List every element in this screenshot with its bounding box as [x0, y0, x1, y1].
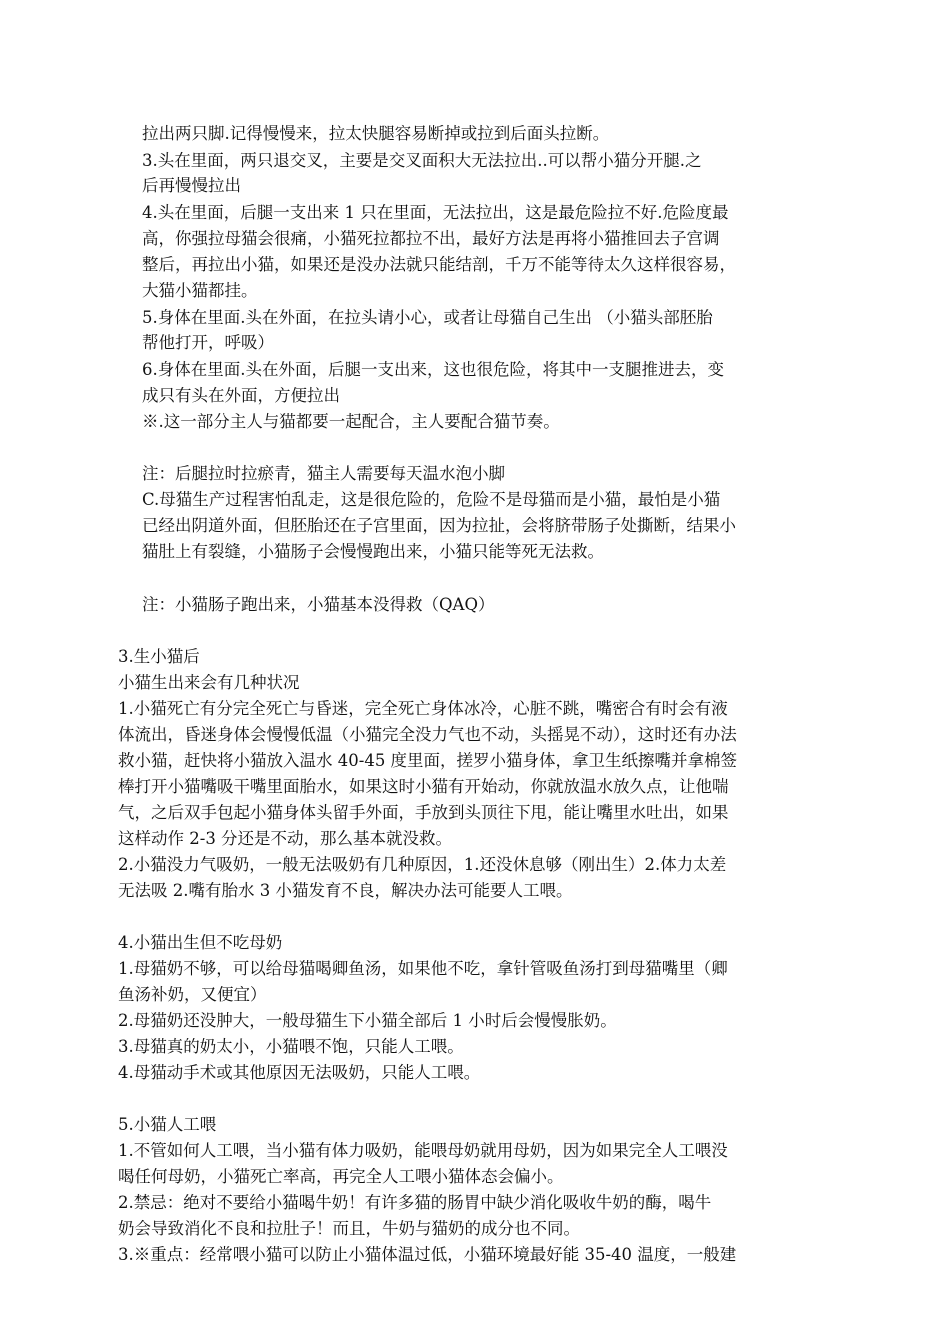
text-line: 后再慢慢拉出	[142, 176, 241, 195]
text-line: 6.身体在里面.头在外面，后腿一支出来，这也很危险，将其中一支腿推进去，变	[142, 360, 724, 379]
text-line: 高，你强拉母猫会很痛，小猫死拉都拉不出，最好方法是再将小猫推回去子宫调	[142, 229, 720, 248]
text-line: 这样动作 2-3 分还是不动，那么基本就没救。	[118, 829, 453, 848]
text-line: 4.母猫动手术或其他原因无法吸奶，只能人工喂。	[118, 1063, 481, 1082]
section-heading: 3.生小猫后	[118, 647, 200, 666]
text-line: 成只有头在外面，方便拉出	[142, 386, 340, 405]
text-line: 大猫小猫都挂。	[142, 281, 258, 300]
text-line: 棒打开小猫嘴吸干嘴里面胎水，如果这时小猫有开始动，你就放温水放久点，让他喘	[118, 777, 729, 796]
text-line: 1.母猫奶不够，可以给母猫喝卿鱼汤，如果他不吃，拿针管吸鱼汤打到母猫嘴里（卿	[118, 959, 728, 978]
text-line: 3.头在里面，两只退交叉，主要是交叉面积大无法拉出..可以帮小猫分开腿.之	[142, 151, 702, 170]
text-line: 喝任何母奶，小猫死亡率高，再完全人工喂小猫体态会偏小。	[118, 1167, 564, 1186]
text-line: 2.母猫奶还没肿大，一般母猫生下小猫全部后 1 小时后会慢慢胀奶。	[118, 1011, 617, 1030]
text-line: 4.头在里面，后腿一支出来 1 只在里面，无法拉出，这是最危险拉不好.危险度最	[142, 203, 729, 222]
text-line: 帮他打开，呼吸）	[142, 333, 274, 352]
text-line: 1.小猫死亡有分完全死亡与昏迷，完全死亡身体冰冷，心脏不跳，嘴密合有时会有液	[118, 699, 728, 718]
text-line: 鱼汤补奶，又便宜）	[118, 985, 267, 1004]
text-line: 2.小猫没力气吸奶，一般无法吸奶有几种原因，1.还没休息够（刚出生）2.体力太差	[118, 855, 727, 874]
text-line: 奶会导致消化不良和拉肚子！而且，牛奶与猫奶的成分也不同。	[118, 1219, 580, 1238]
text-line: 拉出两只脚.记得慢慢来，拉太快腿容易断掉或拉到后面头拉断。	[142, 124, 610, 143]
text-line: 1.不管如何人工喂，当小猫有体力吸奶，能喂母奶就用母奶，因为如果完全人工喂没	[118, 1141, 728, 1160]
text-line: 3.母猫真的奶太小，小猫喂不饱，只能人工喂。	[118, 1037, 464, 1056]
note-line: 注：小猫肠子跑出来，小猫基本没得救（QAQ）	[142, 595, 495, 614]
section-heading: 5.小猫人工喂	[118, 1115, 217, 1134]
text-line: 2.禁忌：绝对不要给小猫喝牛奶！有许多猫的肠胃中缺少消化吸收牛奶的酶，喝牛	[118, 1193, 712, 1212]
text-line: 整后，再拉出小猫，如果还是没办法就只能结剖，千万不能等待太久这样很容易，	[142, 255, 736, 274]
text-line: 猫肚上有裂缝，小猫肠子会慢慢跑出来，小猫只能等死无法救。	[142, 542, 604, 561]
text-line: 小猫生出来会有几种状况	[118, 673, 300, 692]
text-line: C.母猫生产过程害怕乱走，这是很危险的，危险不是母猫而是小猫，最怕是小猫	[142, 490, 721, 509]
section-heading: 4.小猫出生但不吃母奶	[118, 933, 283, 952]
text-line: 无法吸 2.嘴有胎水 3 小猫发育不良，解决办法可能要人工喂。	[118, 881, 573, 900]
text-line: 气，之后双手包起小猫身体头留手外面，手放到头顶往下甩，能让嘴里水吐出，如果	[118, 803, 729, 822]
text-line: 5.身体在里面.头在外面，在拉头请小心，或者让母猫自己生出 （小猫头部胚胎	[142, 308, 713, 327]
text-line: 体流出，昏迷身体会慢慢低温（小猫完全没力气也不动，头摇晃不动），这时还有办法	[118, 725, 737, 744]
text-line: 救小猫，赶快将小猫放入温水 40-45 度里面，搓罗小猫身体，拿卫生纸擦嘴并拿棉签	[118, 751, 738, 770]
text-line: ※.这一部分主人与猫都要一起配合，主人要配合猫节奏。	[142, 412, 560, 431]
text-line: 已经出阴道外面，但胚胎还在子宫里面，因为拉扯，会将脐带肠子处撕断，结果小	[142, 516, 736, 535]
note-line: 注：后腿拉时拉瘀青，猫主人需要每天温水泡小脚	[142, 464, 505, 483]
text-line: 3.※重点：经常喂小猫可以防止小猫体温过低，小猫环境最好能 35-40 温度，一般建	[118, 1245, 737, 1264]
